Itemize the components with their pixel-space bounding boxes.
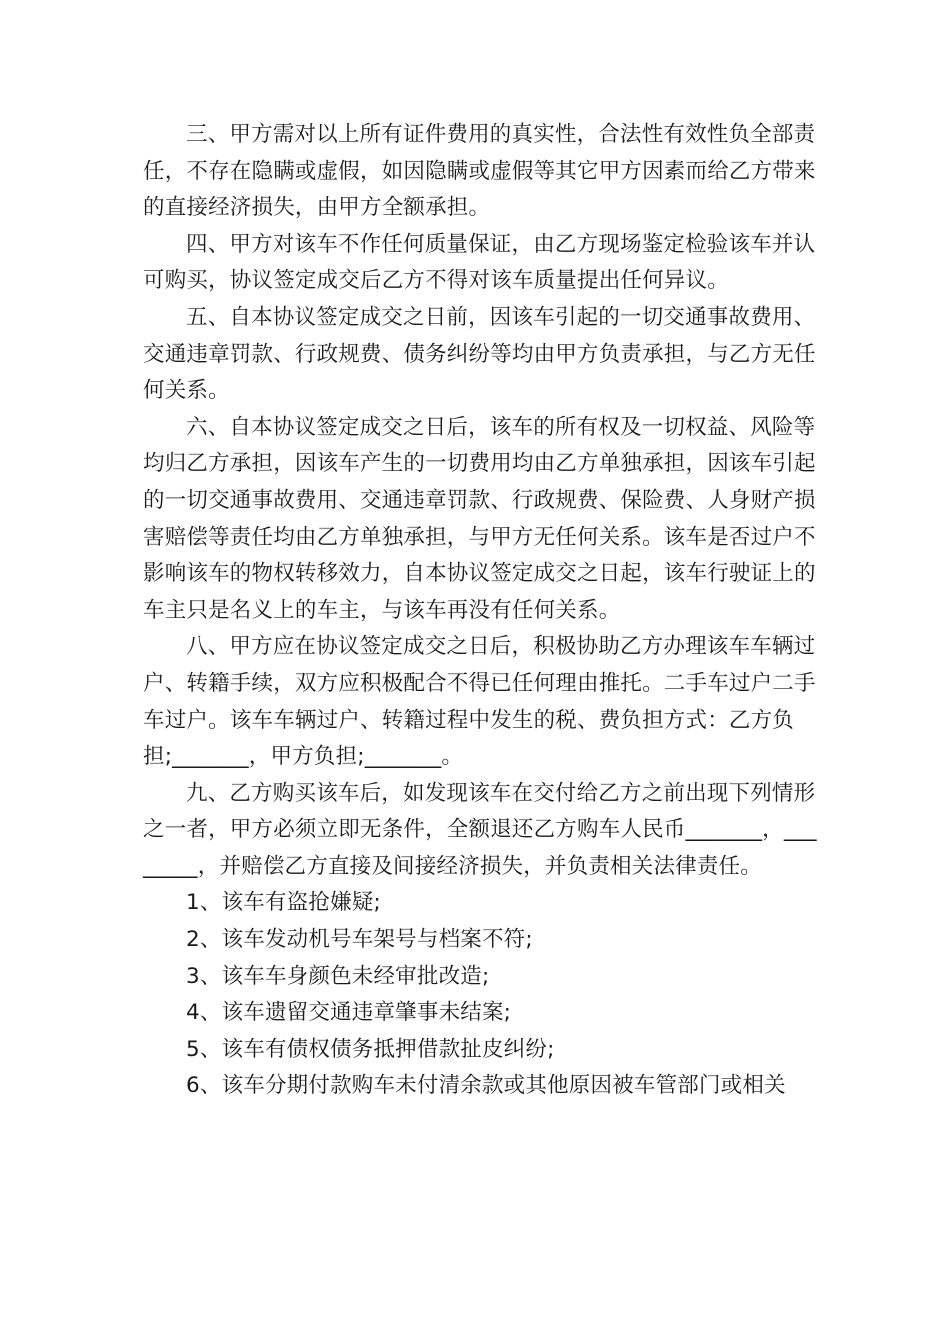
list-item: 4、该车遗留交通违章肇事未结案; [186, 1000, 512, 1026]
clause-6: 六、自本协议签定成交之日后，该车的所有权及一切权益、风险等均归乙方承担，因该车产生的一切费用均由乙方单独承担，因该车引起的一切交通事故费用、交通违章罚款、行政规费、保险费、人身财产损害赔偿等责任均由乙方单独承担，与甲方无任何关系。该车是否过户不影响该车的物权转移效力，自本协议签定成交之日起，该车行驶证上的车主只是名义上的车主，与该车再没有任何关系。 [143, 414, 816, 623]
list-item: 3、该车车身颜色未经审批改造; [186, 963, 490, 989]
list-item: 1、该车有盗抢嫌疑; [186, 890, 381, 916]
document-body [143, 117, 818, 1105]
clause-5: 五、自本协议签定成交之日前，因该车引起的一切交通事故费用、交通违章罚款、行政规费、债务纠纷等均由甲方负责承担，与乙方无任何关系。 [143, 304, 816, 404]
list-item: 6、该车分期付款购车未付清余款或其他原因被车管部门或相关 [186, 1073, 786, 1099]
clause-9: 九、乙方购买该车后，如发现该车在交付给乙方之前出现下列情形之一者，甲方必须立即无条件，全额退还乙方购车人民币_______，________，并赔偿乙方直接及间接经济损失，并负责相关法律责任。 [143, 780, 817, 879]
list-item: 2、该车发动机号车架号与档案不符; [186, 927, 533, 953]
list-item: 5、该车有债权债务抵押借款扯皮纠纷; [186, 1036, 555, 1062]
clause-8: 八、甲方应在协议签定成交之日后，积极协助乙方办理该车车辆过户、转籍手续，双方应积极配合不得已任何理由推托。二手车过户二手车过户。该车车辆过户、转籍过程中发生的税、费负担方式：乙方负担;_______，甲方负担;_______。 [143, 634, 816, 770]
clause-3: 三、甲方需对以上所有证件费用的真实性，合法性有效性负全部责任，不存在隐瞒或虚假，如因隐瞒或虚假等其它甲方因素而给乙方带来的直接经济损失，由甲方全额承担。 [143, 122, 816, 221]
clause-4: 四、甲方对该车不作任何质量保证，由乙方现场鉴定检验该车并认可购买，协议签定成交后乙方不得对该车质量提出任何异议。 [143, 231, 816, 294]
